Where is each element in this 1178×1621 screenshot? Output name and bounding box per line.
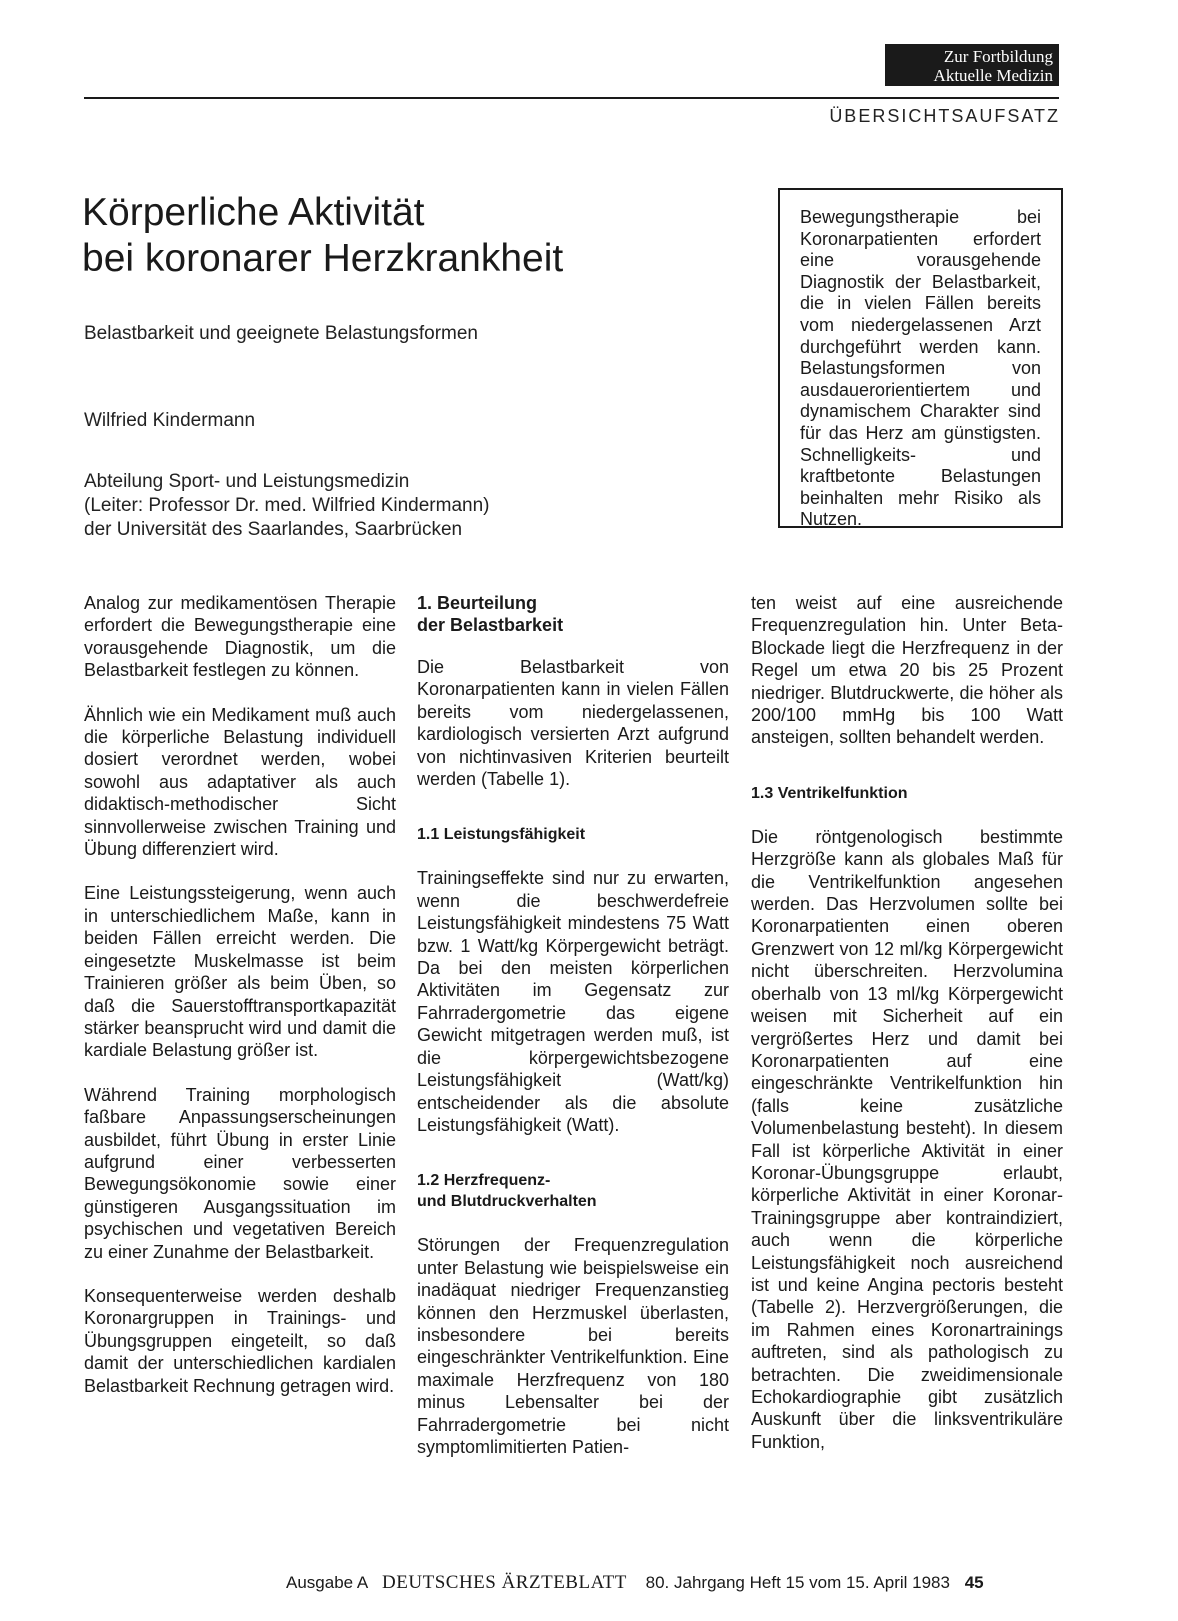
section-heading-1-1: 1.1 Leistungsfähigkeit	[417, 826, 586, 844]
rubric-badge	[885, 44, 1059, 86]
paragraph: Konsequenterweise werden deshalb Koronargruppen in Trainings- und Übungsgruppen eingeteilt, so daß damit der unterschiedlichen kardialen Belastbarkeit Rechnung getragen wird.	[84, 1285, 396, 1396]
paragraph: Eine Leistungssteigerung, wenn auch in unterschiedlichem Maße, kann in beiden Fällen erreicht werden. Die eingesetzte Muskelmasse ist beim Trainieren größer als beim Üben, so daß die Sauerstofftransportkapazität stärker beansprucht wird und damit die kardiale Belastung größer ist.	[84, 883, 396, 1061]
page-footer	[286, 1572, 984, 1594]
text-column-1	[84, 592, 396, 1419]
heading-line: 1.2 Herzfrequenz-	[417, 1172, 551, 1190]
issue-info: 80. Jahrgang Heft 15 vom 15. April 1983	[645, 1573, 950, 1592]
paragraph: Die Belastbarkeit von Koronarpatienten kann in vielen Fällen bereits vom niedergelassenen, kardiologisch versierten Arzt aufgrund von nichtinvasiven Kriterien beurteilt werden (Tabelle 1).	[417, 657, 729, 790]
abstract-box: Bewegungstherapie bei Koronarpatienten erfordert eine vorausgehende Diagnostik der Belastbarkeit, die in vielen Fällen bereits vom niedergelassenen Arzt durchgeführt werden kann. Belastungsformen von ausdauerorientiertem und dynamischem Charakter sind für das Herz am günstigsten. Schnelligkeits- und kraftbetonte Belastungen beinhalten mehr Risiko als Nutzen.	[778, 188, 1063, 528]
affiliation-line: (Leiter: Professor Dr. med. Wilfried Kindermann)	[84, 495, 490, 516]
paragraph: Störungen der Frequenzregulation unter Belastung wie beispielsweise ein inadäquat niedriger Frequenzanstieg können den Herzmuskel überlasten, insbesondere bei bereits eingeschränkter Ventrikelfunktion. Eine maximale Herzfrequenz von 180 minus Lebensalter bei der Fahrradergometrie bei nicht symptomlimitierten Patien-	[417, 1235, 729, 1457]
heading-line: der Belastbarkeit	[417, 615, 564, 635]
text-column-2	[417, 592, 729, 1480]
section-heading-1-2	[417, 1170, 729, 1212]
paragraph: Die röntgenologisch bestimmte Herzgröße kann als globales Maß für die Ventrikelfunktion angesehen werden. Das Herzvolumen sollte bei Koronarpatienten einen oberen Grenzwert von 12 ml/kg Körpergewicht nicht überschreiten. Herzvolumina oberhalb von 13 ml/kg Körpergewicht weisen mit Sicherheit auf ein vergrößertes Herz und damit bei Koronarpatienten auf eine eingeschränkte Ventrikelfunktion hin (falls keine zusätzliche Volumenbelastung besteht). In diesem Fall ist körperliche Aktivität in einer Koronar-Übungsgruppe erlaubt, körperliche Aktivität in einer Koronar-Trainingsgruppe aber kontraindiziert, auch wenn die körperliche Leistungsfähigkeit noch ausreichend ist und keine Angina pectoris besteht (Tabelle 2). Herzvergrößerungen, die im Rahmen eines Koronartrainings auftreten, sind als pathologisch zu betrachten. Die zweidimensionale Echokardiographie gibt zusätzlich Auskunft über die linksventrikuläre Funktion,	[751, 826, 1063, 1452]
paragraph: Analog zur medikamentösen Therapie erfordert die Bewegungstherapie eine vorausgehende Diagnostik, um die Belastbarkeit festlegen zu können.	[84, 593, 396, 681]
rubric-line-1: Zur Fortbildung	[943, 47, 1053, 66]
title-line-1: Körperliche Aktivität	[82, 191, 425, 234]
heading-line: und Blutdruckverhalten	[417, 1193, 597, 1211]
rubric-line-2: Aktuelle Medizin	[933, 66, 1053, 85]
paragraph: ten weist auf eine ausreichende Frequenzregulation hin. Unter Beta-Blockade liegt die Herzfrequenz in der Regel um etwa 20 bis 25 Prozent niedriger. Blutdruckwerte, die höher als 200/100 mmHg bis 100 Watt ansteigen, sollten behandelt werden.	[751, 593, 1063, 748]
edition-label: Ausgabe A	[286, 1573, 368, 1592]
heading-line: 1. Beurteilung	[417, 593, 538, 613]
text-column-3	[751, 592, 1063, 1475]
author-name: Wilfried Kindermann	[84, 410, 256, 431]
journal-name: DEUTSCHES ÄRZTEBLATT	[382, 1572, 627, 1593]
section-label: ÜBERSICHTSAUFSATZ	[829, 106, 1060, 126]
page-number: 45	[964, 1573, 984, 1592]
paragraph: Ähnlich wie ein Medikament muß auch die körperliche Belastung individuell dosiert verordnet werden, wobei sowohl aus adaptativer als auch didaktisch-methodischer Sicht sinnvollerweise zwischen Training und Übung differenziert wird.	[84, 704, 396, 860]
article-title	[82, 190, 722, 282]
affiliation-line: Abteilung Sport- und Leistungsmedizin	[84, 471, 410, 492]
header-rule	[84, 97, 1059, 99]
paragraph: Trainingseffekte sind nur zu erwarten, wenn die beschwerdefreie Leistungsfähigkeit mindestens 75 Watt bzw. 1 Watt/kg Körpergewicht beträgt. Da bei den meisten körperlichen Aktivitäten im Gegensatz zur Fahrradergometrie das eigene Gewicht mitgetragen werden muß, ist die körpergewichtsbezogene Leistungsfähigkeit (Watt/kg) entscheidender als die absolute Leistungsfähigkeit (Watt).	[417, 868, 729, 1135]
article-subtitle: Belastbarkeit und geeignete Belastungsformen	[84, 323, 478, 344]
section-heading-1	[417, 592, 729, 636]
title-line-2: bei koronarer Herzkrankheit	[82, 237, 564, 280]
author-affiliation	[84, 470, 489, 542]
section-heading-1-3: 1.3 Ventrikelfunktion	[751, 784, 908, 802]
affiliation-line: der Universität des Saarlandes, Saarbrücken	[84, 519, 463, 540]
paragraph: Während Training morphologisch faßbare Anpassungserscheinungen ausbildet, führt Übung in erster Linie aufgrund einer verbesserten Bewegungsökonomie sowie einer günstigeren Ausgangssituation im psychischen und vegetativen Bereich zu einer Zunahme der Belastbarkeit.	[84, 1084, 396, 1262]
